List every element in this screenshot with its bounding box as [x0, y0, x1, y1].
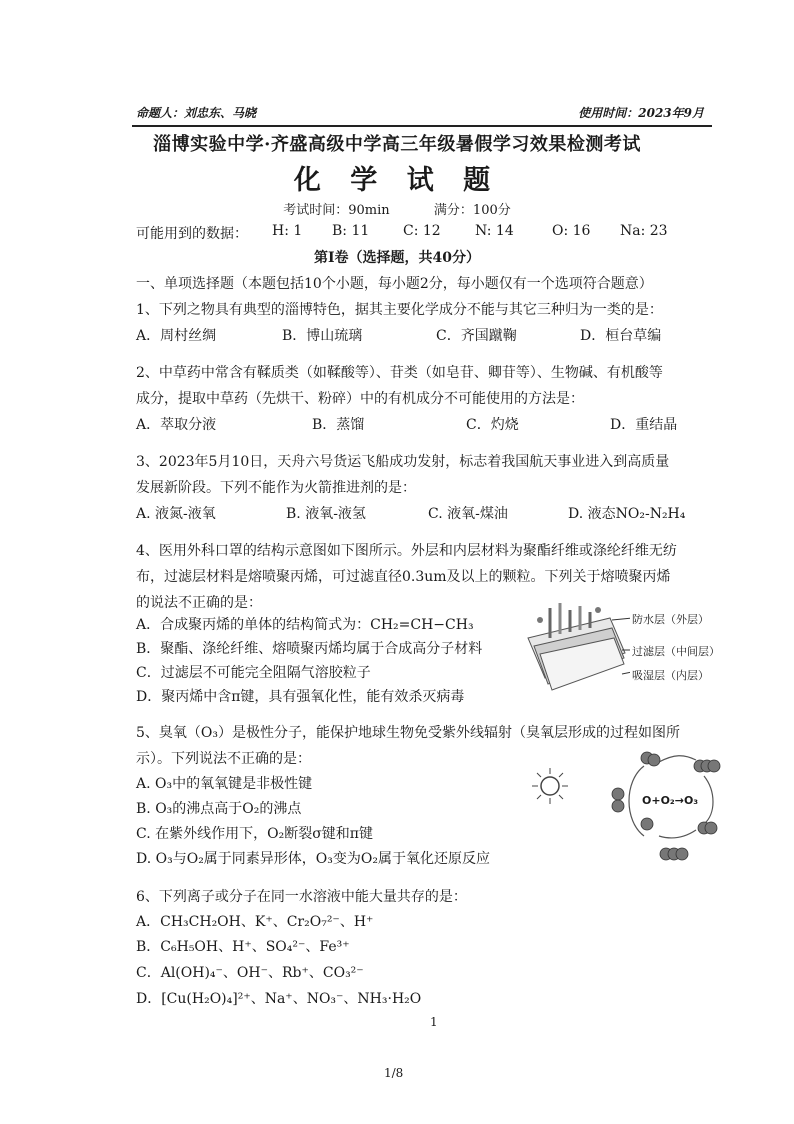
page-number: 1: [430, 1015, 438, 1029]
question-3-option-d: D. 液态NO₂-N₂H₄: [568, 506, 686, 522]
atomic-mass-item: B: 11: [332, 223, 370, 239]
header-authors: 命题人：刘忠东、马晓: [136, 106, 257, 120]
question-6-option-a: A．CH₃CH₂OH、K⁺、Cr₂O₇²⁻、H⁺: [136, 914, 374, 930]
figure-label-outer: 防水层（外层）: [632, 613, 709, 626]
question-4-option-c: C．过滤层不可能完全阻隔气溶胶粒子: [136, 665, 371, 681]
question-1-option-a: A．周村丝绸: [136, 328, 217, 344]
question-1-stem: 1、下列之物具有典型的淄博特色，据其主要化学成分不能与其它三种归为一类的是：: [136, 302, 663, 318]
question-3-stem-2: 发展新阶段。下列不能作为火箭推进剂的是：: [136, 480, 416, 496]
atomic-mass-item: Na: 23: [620, 223, 668, 239]
mask-structure-figure: [520, 598, 630, 698]
header-date: 使用时间：2023年9月: [578, 106, 704, 120]
atomic-mass-item: C: 12: [403, 223, 441, 239]
question-5-stem-2: 示）。下列说法不正确的是：: [136, 751, 311, 767]
question-2-stem-1: 2、中草药中常含有鞣质类（如鞣酸等）、苷类（如皂苷、卿苷等）、生物碱、有机酸等: [136, 365, 663, 381]
atomic-masses-label: 可能用到的数据：: [136, 226, 248, 242]
figure-label-middle: 过滤层（中间层）: [632, 645, 720, 658]
subject-title: 化 学 试 题: [293, 165, 501, 196]
figure-label-inner: 吸湿层（内层）: [632, 669, 709, 682]
question-3-option-c: C. 液氧-煤油: [428, 506, 508, 522]
exam-info: [0, 199, 794, 218]
question-5-option-a: A. O₃中的氧氧键是非极性键: [136, 776, 313, 792]
question-2-option-b: B．蒸馏: [312, 417, 365, 433]
question-1-option-d: D．桓台草编: [580, 328, 662, 344]
question-4-stem-1: 4、医用外科口罩的结构示意图如下图所示。外层和内层材料为聚酯纤维或涤纶纤维无纺: [136, 543, 677, 559]
question-2-option-d: D．重结晶: [610, 417, 678, 433]
question-5-option-b: B. O₃的沸点高于O₂的沸点: [136, 801, 302, 817]
question-2-stem-2: 成分，提取中草药（先烘干、粉碎）中的有机成分不可能使用的方法是：: [136, 391, 584, 407]
question-1-option-b: B．博山琉璃: [282, 328, 363, 344]
part1-title: 第Ⅰ卷（选择题，共40分）: [313, 250, 481, 266]
question-4-option-a: A．合成聚丙烯的单体的结构简式为：CH₂=CH−CH₃: [136, 617, 474, 633]
atomic-masses: [136, 223, 248, 243]
question-5-option-d: D. O₃与O₂属于同素异形体，O₃变为O₂属于氧化还原反应: [136, 851, 490, 867]
question-4-option-b: B．聚酯、涤纶纤维、熔喷聚丙烯均属于合成高分子材料: [136, 641, 483, 657]
question-6-option-d: D．[Cu(H₂O)₄]²⁺、Na⁺、NO₃⁻、NH₃·H₂O: [136, 991, 422, 1007]
question-5-stem-1: 5、臭氧（O₃）是极性分子，能保护地球生物免受紫外线辐射（臭氧层形成的过程如图所: [136, 725, 680, 741]
question-6-option-c: C．Al(OH)₄⁻、OH⁻、Rb⁺、CO₃²⁻: [136, 965, 364, 981]
question-6-stem: 6、下列离子或分子在同一水溶液中能大量共存的是：: [136, 889, 467, 905]
question-2-option-a: A．萃取分液: [136, 417, 217, 433]
exam-time: 考试时间：90min: [283, 203, 390, 218]
question-5-option-c: C. 在紫外线作用下，O₂断裂σ键和π键: [136, 826, 373, 842]
ozone-reaction-label: O+O₂→O₃: [642, 794, 699, 807]
atomic-mass-item: O: 16: [552, 223, 591, 239]
exam-score: 满分：100分: [433, 203, 511, 218]
section-title: 一、单项选择题（本题包括10个小题，每小题2分，每小题仅有一个选项符合题意）: [136, 276, 653, 292]
school-title: 淄博实验中学·齐盛高级中学高三年级暑假学习效果检测考试: [153, 134, 641, 155]
question-6-option-b: B．C₆H₅OH、H⁺、SO₄²⁻、Fe³⁺: [136, 939, 350, 955]
question-4-stem-3: 的说法不正确的是：: [136, 595, 262, 611]
question-2-option-c: C．灼烧: [466, 417, 519, 433]
page-footer: 1/8: [384, 1066, 404, 1080]
question-3-stem-1: 3、2023年5月10日，天舟六号货运飞船成功发射，标志着我国航天事业进入到高质量: [136, 454, 670, 470]
question-4-option-d: D．聚丙烯中含π键，具有强氧化性，能有效杀灭病毒: [136, 689, 465, 705]
header-rule: [132, 125, 712, 127]
question-3-option-b: B. 液氧-液氢: [286, 506, 366, 522]
atomic-mass-item: H: 1: [272, 223, 303, 239]
question-3-option-a: A. 液氮-液氧: [136, 506, 216, 522]
sun-icon: [530, 766, 570, 806]
question-1-option-c: C．齐国蹴鞠: [436, 328, 517, 344]
atomic-mass-item: N: 14: [475, 223, 514, 239]
question-4-stem-2: 布，过滤层材料是熔喷聚丙烯，可过滤直径0.3um及以上的颗粒。下列关于熔喷聚丙烯: [136, 569, 671, 585]
